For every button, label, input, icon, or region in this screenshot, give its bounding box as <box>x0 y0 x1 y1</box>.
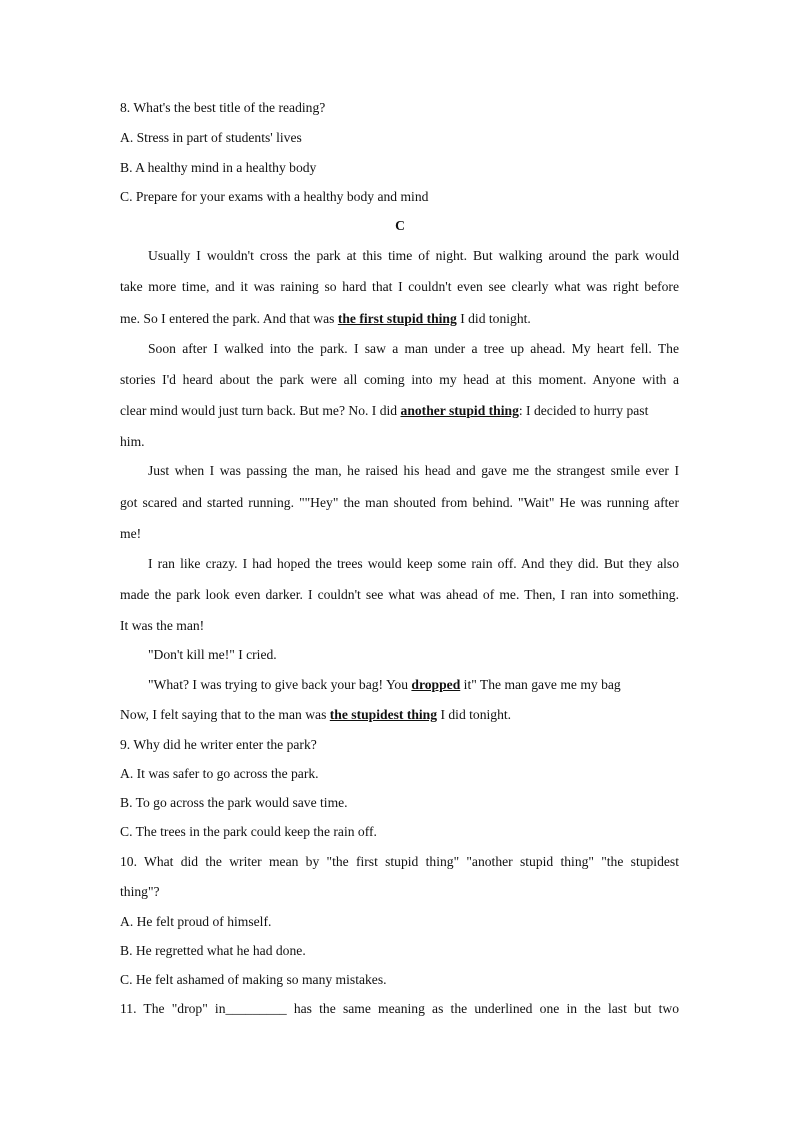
passage-p4-line2: made the park look even darker. I couldn't see what was ahead of me. Then, I ran into something. <box>120 587 679 602</box>
q10-option-a: A. He felt proud of himself. <box>120 914 272 929</box>
text-run: : I decided to hurry past <box>518 403 649 418</box>
q8-option-b: B. A healthy mind in a healthy body <box>120 160 317 175</box>
underlined-phrase-another-stupid-thing: another stupid thing <box>400 403 519 418</box>
passage-p6-line1 <box>148 677 621 693</box>
underlined-phrase-stupidest-thing: the stupidest thing <box>329 707 438 722</box>
q9-option-b: B. To go across the park would save time. <box>120 795 348 810</box>
q8-option-c: C. Prepare for your exams with a healthy body and mind <box>120 189 429 204</box>
passage-p4-line3: It was the man! <box>120 618 205 633</box>
passage-p3-line1: Just when I was passing the man, he raised his head and gave me the strangest smile ever I <box>148 463 679 478</box>
text-run: I did tonight. <box>456 311 531 326</box>
passage-p2-line2: stories I'd heard about the park were all coming into my head at this moment. Anyone with a <box>120 372 679 387</box>
q9-question: 9. Why did he writer enter the park? <box>120 737 317 752</box>
underlined-word-dropped: dropped <box>411 677 461 692</box>
q10-option-c: C. He felt ashamed of making so many mistakes. <box>120 972 387 987</box>
q10-question-line1: 10. What did the writer mean by "the first stupid thing" "another stupid thing" "the stupidest <box>120 854 679 869</box>
q8-option-a: A. Stress in part of students' lives <box>120 130 302 145</box>
passage-p3-line3: me! <box>120 526 142 541</box>
passage-p2-line3 <box>120 403 648 419</box>
passage-p1-line2: take more time, and it was raining so hard that I couldn't even see clearly what was right before <box>120 279 679 294</box>
text-run: I did tonight. <box>437 707 512 722</box>
passage-p2-line4: him. <box>120 434 145 449</box>
passage-p3-line2: got scared and started running. ""Hey" the man shouted from behind. "Wait" He was running after <box>120 495 679 510</box>
q9-option-a: A. It was safer to go across the park. <box>120 766 319 781</box>
passage-p4-line1: I ran like crazy. I had hoped the trees would keep some rain off. And they did. But they also <box>148 556 679 571</box>
section-heading: C <box>395 218 405 233</box>
underlined-phrase-first-stupid-thing: the first stupid thing <box>337 311 457 326</box>
passage-p6-line2 <box>120 707 511 723</box>
q11-question-line1: 11. The "drop" in_________ has the same meaning as the underlined one in the last but two <box>120 1001 679 1016</box>
text-run: clear mind would just turn back. But me? No. I did <box>120 403 401 418</box>
q10-question-line2: thing"? <box>120 884 160 899</box>
text-run: it" The man gave me my bag <box>460 677 621 692</box>
passage-p1-line1: Usually I wouldn't cross the park at this time of night. But walking around the park would <box>148 248 679 263</box>
text-run: "What? I was trying to give back your bag! You <box>148 677 412 692</box>
q10-option-b: B. He regretted what he had done. <box>120 943 306 958</box>
text-run: Now, I felt saying that to the man was <box>120 707 330 722</box>
passage-p1-line3 <box>120 311 531 327</box>
text-run: me. So I entered the park. And that was <box>120 311 338 326</box>
passage-p5-line1: "Don't kill me!" I cried. <box>148 647 277 662</box>
q9-option-c: C. The trees in the park could keep the rain off. <box>120 824 377 839</box>
passage-p2-line1: Soon after I walked into the park. I saw a man under a tree up ahead. My heart fell. The <box>148 341 679 356</box>
q8-question: 8. What's the best title of the reading? <box>120 100 326 115</box>
